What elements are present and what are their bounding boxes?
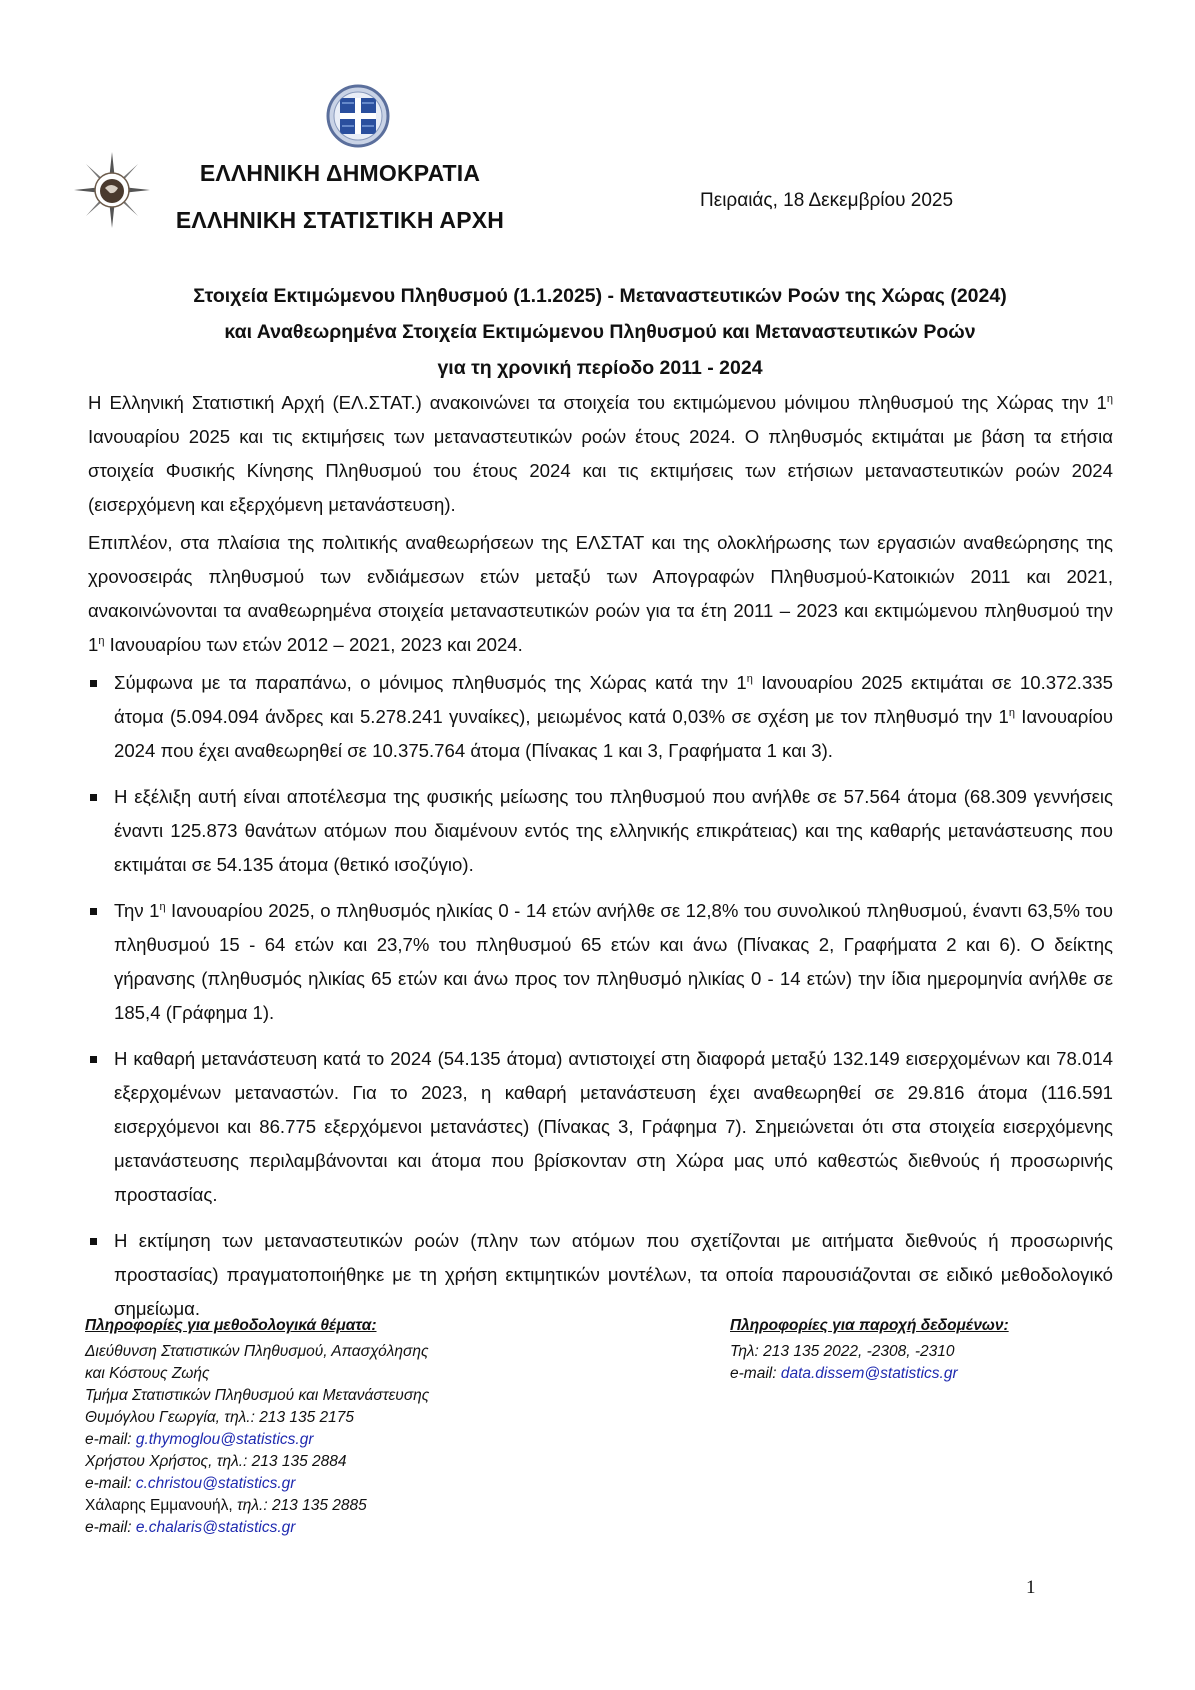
dateline: Πειραιάς, 18 Δεκεμβρίου 2025 xyxy=(700,190,954,211)
bullet-square-icon xyxy=(90,908,97,915)
division-line: Τμήμα Στατιστικών Πληθυσμού και Μετανάστευσης xyxy=(85,1387,430,1404)
contact-2-name: Χρήστου Χρήστος, τηλ.: 213 135 2884 xyxy=(85,1453,347,1470)
title-line-1: Στοιχεία Εκτιμώμενου Πληθυσμού (1.1.2025) - Μεταναστευτικών Ροών της Χώρας (2024) xyxy=(193,285,1007,307)
data-provision-heading: Πληροφορίες για παροχή δεδομένων: xyxy=(730,1317,1009,1334)
page-number: 1 xyxy=(1026,1577,1036,1598)
org-name-republic: ΕΛΛΗΝΙΚΗ ΔΗΜΟΚΡΑΤΙΑ xyxy=(199,160,481,186)
title-line-2: και Αναθεωρημένα Στοιχεία Εκτιμώμενου Πληθυσμού και Μεταναστευτικών Ροών xyxy=(224,321,976,343)
data-provision-email-link[interactable]: data.dissem@statistics.gr xyxy=(780,1365,958,1382)
elstat-compass-logo-icon xyxy=(72,150,152,230)
contact-1-email-link[interactable]: g.thymoglou@statistics.gr xyxy=(135,1431,314,1448)
greek-coat-of-arms-icon xyxy=(326,84,390,148)
contact-1-email-row: e-mail: g.thymoglou@statistics.gr xyxy=(85,1431,314,1448)
title-line-3: για τη χρονική περίοδο 2011 - 2024 xyxy=(437,357,763,379)
key-findings-list xyxy=(88,666,1113,1338)
bullet-natural-decrease: Η εξέλιξη αυτή είναι αποτέλεσμα της φυσικής μείωσης του πληθυσμού που ανήλθε σε 57.564 άτομα (68.309 γεννήσεις έναντι 125.873 θανάτων ατόμων που διαμένουν εντός της ελληνικής επικράτειας) και της καθαρής μετανάστευσης που εκτιμάται σε 54.135 άτομα (θετικό ισοζύγιο). xyxy=(88,780,1113,882)
bullet-population-estimate: Σύμφωνα με τα παραπάνω, ο μόνιμος πληθυσμός της Χώρας κατά την $1^\eta$ Ιανουαρίου 2025 εκτιμάται σε 10.372.335 άτομα (5.094.094 άνδρες και 5.278.241 γυναίκες), μειωμένος κατά 0,03% σε σχέση με τον πληθυσμό την $1^\eta$ Ιανουαρίου 2024 που έχει αναθεωρηθεί σε 10.375.764 άτομα (Πίνακας 1 και 3, Γραφήματα 1 και 3). xyxy=(88,666,1113,768)
contact-1-name: Θυμόγλου Γεωργία, τηλ.: 213 135 2175 xyxy=(85,1409,355,1426)
bullet-square-icon xyxy=(90,1238,97,1245)
data-provision-contacts xyxy=(730,1315,1070,1385)
contact-3-email-row: e-mail: e.chalaris@statistics.gr xyxy=(85,1519,296,1536)
bullet-square-icon xyxy=(90,794,97,801)
contact-3-name: Χάλαρης Εμμανουήλ, τηλ.: 213 135 2885 xyxy=(85,1497,367,1514)
org-name-elstat: ΕΛΛΗΝΙΚΗ ΣΤΑΤΙΣΤΙΚΗ ΑΡΧΗ xyxy=(175,207,505,233)
revision-paragraph: Επιπλέον, στα πλαίσια της πολιτικής αναθεωρήσεων της ΕΛΣΤΑΤ και της ολοκλήρωσης των εργασιών αναθεώρησης της χρονοσειράς πληθυσμού των ενδιάμεσων ετών μεταξύ των Απογραφών Πληθυσμού-Κατοικιών 2011 και 2021, ανακοινώνονται τα αναθεωρημένα στοιχεία μεταναστευτικών ροών για τα έτη 2011 – 2023 και εκτιμώμενου πληθυσμού την $1^\eta$ Ιανουαρίου των ετών 2012 – 2021, 2023 και 2024. xyxy=(88,532,1113,655)
methodology-contacts xyxy=(85,1315,545,1539)
methodology-contacts-heading: Πληροφορίες για μεθοδολογικά θέματα: xyxy=(85,1317,377,1334)
data-provision-email-row: e-mail: data.dissem@statistics.gr xyxy=(730,1365,958,1382)
contact-2-email-link[interactable]: c.christou@statistics.gr xyxy=(135,1475,296,1492)
directorate-line-2: και Κόστους Ζωής xyxy=(85,1365,210,1382)
intro-paragraph: Η Ελληνική Στατιστική Αρχή (ΕΛ.ΣΤΑΤ.) ανακοινώνει τα στοιχεία του εκτιμώμενου μόνιμου πληθυσμού της Χώρας την $1^\eta$ Ιανουαρίου 2025 και τις εκτιμήσεις των μεταναστευτικών ροών έτους 2024. Ο πληθυσμός εκτιμάται με βάση τα ετήσια στοιχεία Φυσικής Κίνησης Πληθυσμού του έτους 2024 και τις εκτιμήσεις των ετήσιων μεταναστευτικών ροών 2024 (εισερχόμενη και εξερχόμενη μετανάστευση). xyxy=(88,392,1113,515)
bullet-square-icon xyxy=(90,680,97,687)
contact-3-email-link[interactable]: e.chalaris@statistics.gr xyxy=(135,1519,296,1536)
bullet-net-migration: Η καθαρή μετανάστευση κατά το 2024 (54.135 άτομα) αντιστοιχεί στη διαφορά μεταξύ 132.149 εισερχομένων και 78.014 εξερχομένων μεταναστών. Για το 2023, η καθαρή μετανάστευση έχει αναθεωρηθεί σε 29.816 άτομα (116.591 εισερχόμενοι και 86.775 εξερχόμενοι μετανάστες) (Πίνακας 3, Γράφημα 7). Σημειώνεται ότι στα στοιχεία εισερχόμενης μετανάστευσης περιλαμβάνονται και άτομα που βρίσκονταν στη Χώρα μας υπό καθεστώς διεθνούς ή προσωρινής προστασίας. xyxy=(88,1042,1113,1212)
contact-2-email-row: e-mail: c.christou@statistics.gr xyxy=(85,1475,296,1492)
press-release-title xyxy=(80,278,1120,386)
bullet-square-icon xyxy=(90,1056,97,1063)
data-provision-phone: Τηλ: 213 135 2022, -2308, -2310 xyxy=(730,1343,955,1360)
bullet-methodology: Η εκτίμηση των μεταναστευτικών ροών (πλην των ατόμων που σχετίζονται με αιτήματα διεθνούς ή προσωρινής προστασίας) πραγματοποιήθηκε με τη χρήση εκτιμητικών μοντέλων, τα οποία παρουσιάζονται σε ειδικό μεθοδολογικό σημείωμα. xyxy=(88,1224,1113,1326)
directorate-line-1: Διεύθυνση Στατιστικών Πληθυσμού, Απασχόλησης xyxy=(85,1343,429,1360)
bullet-age-structure: Την $1^\eta$ Ιανουαρίου 2025, ο πληθυσμός ηλικίας 0 - 14 ετών ανήλθε σε 12,8% του συνολικού πληθυσμού, έναντι 63,5% του πληθυσμού 15 - 64 ετών και 23,7% του πληθυσμού 65 ετών και άνω (Πίνακας 2, Γραφήματα 2 και 6). Ο δείκτης γήρανσης (πληθυσμός ηλικίας 65 ετών και άνω προς τον πληθυσμό ηλικίας 0 - 14 ετών) την ίδια ημερομηνία ανήλθε σε 185,4 (Γράφημα 1). xyxy=(88,894,1113,1030)
